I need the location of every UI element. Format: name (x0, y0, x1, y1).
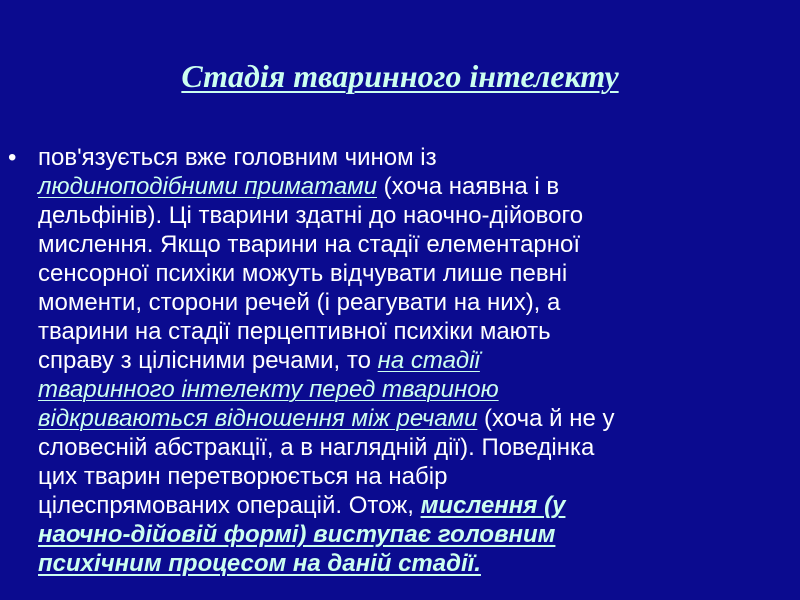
line-text: цих тварин перетворюється на набір (38, 463, 448, 490)
bullet-icon: • (8, 144, 17, 171)
line-text: (хоча й не у (477, 405, 615, 432)
emphasis-intellect-stage: тваринного інтелекту перед твариною (38, 376, 499, 403)
paragraph-line-10 (38, 404, 794, 433)
paragraph-line-14 (38, 520, 794, 549)
line-text: тварини на стадії перцептивної психіки мають (38, 318, 551, 345)
paragraph-line-13 (38, 491, 794, 520)
paragraph-line-12 (38, 462, 794, 491)
paragraph-line-2 (38, 172, 794, 201)
paragraph-line-11 (38, 433, 794, 462)
paragraph-line-6 (38, 288, 794, 317)
slide-title: Стадія тваринного інтелекту (181, 58, 619, 94)
line-text: мислення. Якщо тварини на стадії елементарної (38, 231, 581, 258)
line-text: сенсорної психіки можуть відчувати лише певні (38, 260, 568, 287)
line-text: справу з цілісними речами, то (38, 347, 378, 374)
paragraph-line-7 (38, 317, 794, 346)
paragraph-line-5 (38, 259, 794, 288)
line-text: цілеспрямованих операцій. Отож, (38, 492, 421, 519)
emphasis-thinking: наочно-дійовій формі) виступає головним (38, 521, 556, 548)
line-text: пов'язується вже головним чином із (38, 144, 437, 171)
line-text: (хоча наявна і в (377, 173, 560, 200)
paragraph-line-15 (38, 549, 794, 578)
paragraph-line-4 (38, 230, 794, 259)
emphasis-thinking: психічним процесом на даній стадії. (38, 550, 481, 577)
paragraph-line-3 (38, 201, 794, 230)
emphasis-intellect-stage: відкриваються відношення між речами (38, 405, 478, 432)
bullet-paragraph (38, 143, 794, 578)
line-text: моменти, сторони речей (і реагувати на них), а (38, 289, 561, 316)
line-text: словесній абстракції, а в наглядній дії). Поведінка (38, 434, 595, 461)
emphasis-thinking: мислення (у (420, 492, 566, 519)
paragraph-line-1 (38, 143, 794, 172)
line-text: дельфінів). Ці тварини здатні до наочно-дійового (38, 202, 584, 229)
paragraph-line-9 (38, 375, 794, 404)
emphasis-intellect-stage: на стадії (377, 347, 480, 374)
paragraph-line-8 (38, 346, 794, 375)
emphasis-primates: людиноподібними приматами (38, 173, 377, 200)
slide-body (8, 143, 796, 598)
